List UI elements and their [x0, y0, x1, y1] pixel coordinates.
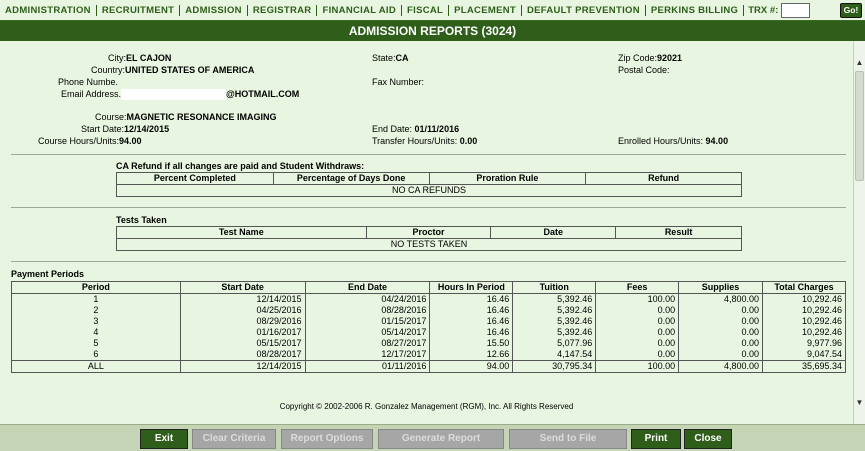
country-field — [91, 65, 254, 76]
table-cell: 5,392.46 — [513, 294, 596, 306]
trx-input[interactable] — [781, 3, 810, 18]
table-cell: 08/27/2017 — [305, 338, 430, 349]
column-header: Test Name — [117, 227, 367, 239]
email-domain: @HOTMAIL.COM — [226, 89, 300, 99]
table-cell: 0.00 — [596, 327, 679, 338]
table-cell: 0.00 — [596, 305, 679, 316]
course-value: MAGNETIC RESONANCE IMAGING — [126, 112, 277, 122]
postal-label: Postal Code: — [618, 65, 670, 75]
fax-label: Fax Number: — [372, 77, 425, 87]
table-cell: 4,800.00 — [679, 294, 763, 306]
table-cell: 5 — [12, 338, 181, 349]
scroll-up-icon[interactable]: ▲ — [855, 58, 864, 67]
table-cell: 0.00 — [679, 349, 763, 361]
table-cell: 5,392.46 — [513, 316, 596, 327]
transfer-hours-value: 0.00 — [459, 136, 478, 146]
table-header-row — [117, 227, 742, 239]
table-cell: 5,392.46 — [513, 305, 596, 316]
phone-label: Phone Numbe. — [58, 77, 119, 87]
course-hours-field — [38, 136, 142, 147]
enrolled-hours-value: 94.00 — [705, 136, 729, 146]
print-button[interactable]: Print — [631, 429, 681, 449]
nav-financial-aid[interactable]: FINANCIAL AID — [317, 5, 402, 16]
top-navigation — [0, 0, 865, 21]
table-cell: 1 — [12, 294, 181, 306]
nav-recruitment[interactable]: RECRUITMENT — [97, 5, 180, 16]
postal-field — [618, 65, 670, 76]
table-cell: 3 — [12, 316, 181, 327]
column-header: Date — [491, 227, 616, 239]
column-header: Fees — [596, 282, 679, 294]
table-header-row — [117, 173, 742, 185]
tests-title: Tests Taken — [116, 215, 167, 225]
transfer-hours-field — [372, 136, 477, 147]
start-date-field — [81, 124, 169, 135]
table-cell: 9,977.96 — [763, 338, 846, 349]
column-header: Proctor — [366, 227, 491, 239]
column-header: Hours In Period — [430, 282, 513, 294]
course-field — [95, 112, 277, 123]
column-header: Start Date — [180, 282, 305, 294]
phone-field — [58, 77, 118, 88]
table-cell: 4,147.54 — [513, 349, 596, 361]
table-row — [12, 327, 846, 338]
nav-placement[interactable]: PLACEMENT — [449, 5, 522, 16]
table-row — [12, 305, 846, 316]
table-cell: 04/24/2016 — [305, 294, 430, 306]
total-cell: 30,795.34 — [513, 361, 596, 373]
table-cell: 10,292.46 — [763, 316, 846, 327]
course-hours-label: Course Hours/Units: — [38, 136, 120, 146]
exit-button[interactable]: Exit — [140, 429, 188, 449]
state-value: CA — [395, 53, 409, 63]
column-header: End Date — [305, 282, 430, 294]
generate-report-button[interactable]: Generate Report — [378, 429, 504, 449]
table-cell: 01/15/2017 — [305, 316, 430, 327]
table-cell: 08/29/2016 — [180, 316, 305, 327]
vertical-scrollbar[interactable] — [853, 41, 865, 424]
table-cell: 04/25/2016 — [180, 305, 305, 316]
table-cell: 9,047.54 — [763, 349, 846, 361]
email-field — [61, 89, 299, 100]
end-date-field — [372, 124, 459, 135]
table-cell: 12/14/2015 — [180, 294, 305, 306]
table-cell: 0.00 — [596, 316, 679, 327]
column-header: Proration Rule — [429, 173, 586, 185]
table-cell: 0.00 — [679, 316, 763, 327]
course-label: Course: — [95, 112, 127, 122]
column-header: Supplies — [679, 282, 763, 294]
total-cell: ALL — [12, 361, 181, 373]
table-cell: 0.00 — [596, 349, 679, 361]
table-cell: 5,392.46 — [513, 327, 596, 338]
total-cell: 12/14/2015 — [180, 361, 305, 373]
divider — [11, 207, 846, 208]
empty-message: NO TESTS TAKEN — [117, 239, 742, 251]
table-cell: 10,292.46 — [763, 305, 846, 316]
table-cell: 0.00 — [679, 338, 763, 349]
divider — [11, 261, 846, 262]
table-cell: 01/16/2017 — [180, 327, 305, 338]
table-cell: 0.00 — [679, 327, 763, 338]
total-cell: 01/11/2016 — [305, 361, 430, 373]
action-bar — [0, 424, 865, 451]
column-header: Period — [12, 282, 181, 294]
send-to-file-button[interactable]: Send to File — [509, 429, 627, 449]
table-cell: 0.00 — [679, 305, 763, 316]
zip-field — [618, 53, 682, 64]
divider — [11, 154, 846, 155]
zip-label: Zip Code: — [618, 53, 658, 63]
scroll-down-icon[interactable]: ▼ — [855, 398, 864, 407]
table-row — [12, 349, 846, 361]
table-cell: 08/28/2016 — [305, 305, 430, 316]
close-button[interactable]: Close — [684, 429, 732, 449]
refund-title: CA Refund if all changes are paid and Student Withdraws: — [116, 161, 365, 171]
table-row — [117, 185, 742, 197]
enrolled-hours-field — [618, 136, 728, 147]
table-row — [12, 338, 846, 349]
tests-table — [116, 226, 742, 251]
page-title: ADMISSION REPORTS (3024) — [0, 21, 865, 41]
table-cell: 10,292.46 — [763, 327, 846, 338]
fax-field — [372, 77, 424, 88]
refund-table — [116, 172, 742, 197]
column-header: Tuition — [513, 282, 596, 294]
table-cell: 16.46 — [430, 305, 513, 316]
total-cell: 35,695.34 — [763, 361, 846, 373]
table-cell: 6 — [12, 349, 181, 361]
table-cell: 16.46 — [430, 327, 513, 338]
trx-label: TRX #: — [748, 4, 779, 16]
payment-periods-table — [11, 281, 846, 373]
empty-message: NO CA REFUNDS — [117, 185, 742, 197]
city-field — [108, 53, 171, 64]
table-cell: 4 — [12, 327, 181, 338]
city-value: EL CAJON — [126, 53, 172, 63]
email-label: Email Address. — [61, 89, 122, 99]
table-cell: 5,077.96 — [513, 338, 596, 349]
country-value: UNITED STATES OF AMERICA — [125, 65, 255, 75]
column-header: Result — [616, 227, 742, 239]
column-header: Percent Completed — [117, 173, 274, 185]
email-redaction — [121, 89, 226, 100]
total-cell: 94.00 — [430, 361, 513, 373]
start-date-label: Start Date: — [81, 124, 125, 134]
city-label: City: — [108, 53, 126, 63]
end-date-value: 01/11/2016 — [414, 124, 460, 134]
table-cell: 05/15/2017 — [180, 338, 305, 349]
clear-criteria-button[interactable]: Clear Criteria — [192, 429, 276, 449]
state-field — [372, 53, 409, 64]
start-date-value: 12/14/2015 — [124, 124, 170, 134]
totals-row — [12, 361, 846, 373]
table-cell: 16.46 — [430, 294, 513, 306]
table-cell: 2 — [12, 305, 181, 316]
course-hours-value: 94.00 — [119, 136, 142, 146]
copyright: Copyright © 2002-2006 R. Gonzalez Management (RGM), Inc. All Rights Reserved — [279, 402, 574, 411]
nav-perkins-billing[interactable]: PERKINS BILLING — [646, 5, 744, 16]
go-button[interactable]: Go! — [840, 3, 862, 18]
table-cell: 100.00 — [596, 294, 679, 306]
table-cell: 12.66 — [430, 349, 513, 361]
report-content — [0, 41, 853, 424]
table-header-row — [12, 282, 846, 294]
zip-value: 92021 — [657, 53, 683, 63]
payment-periods-title: Payment Periods — [11, 269, 85, 279]
table-cell: 10,292.46 — [763, 294, 846, 306]
table-cell: 08/28/2017 — [180, 349, 305, 361]
nav-default-prevention[interactable]: DEFAULT PREVENTION — [522, 5, 646, 16]
scroll-thumb[interactable] — [855, 71, 864, 181]
column-header: Total Charges — [763, 282, 846, 294]
transfer-hours-label: Transfer Hours/Units: — [372, 136, 460, 146]
table-row — [12, 294, 846, 306]
report-options-button[interactable]: Report Options — [281, 429, 373, 449]
table-cell: 16.46 — [430, 316, 513, 327]
nav-fiscal[interactable]: FISCAL — [402, 5, 449, 16]
total-cell: 100.00 — [596, 361, 679, 373]
table-cell: 05/14/2017 — [305, 327, 430, 338]
table-row — [117, 239, 742, 251]
table-row — [12, 316, 846, 327]
column-header: Percentage of Days Done — [273, 173, 429, 185]
end-date-label: End Date: — [372, 124, 415, 134]
table-cell: 12/17/2017 — [305, 349, 430, 361]
total-cell: 4,800.00 — [679, 361, 763, 373]
country-label: Country: — [91, 65, 126, 75]
state-label: State: — [372, 53, 396, 63]
nav-admission[interactable]: ADMISSION — [180, 5, 248, 16]
enrolled-hours-label: Enrolled Hours/Units: — [618, 136, 706, 146]
table-cell: 0.00 — [596, 338, 679, 349]
column-header: Refund — [586, 173, 742, 185]
nav-registrar[interactable]: REGISTRAR — [248, 5, 318, 16]
nav-administration[interactable]: ADMINISTRATION — [0, 5, 97, 16]
table-cell: 15.50 — [430, 338, 513, 349]
payment-periods-body — [12, 294, 846, 373]
